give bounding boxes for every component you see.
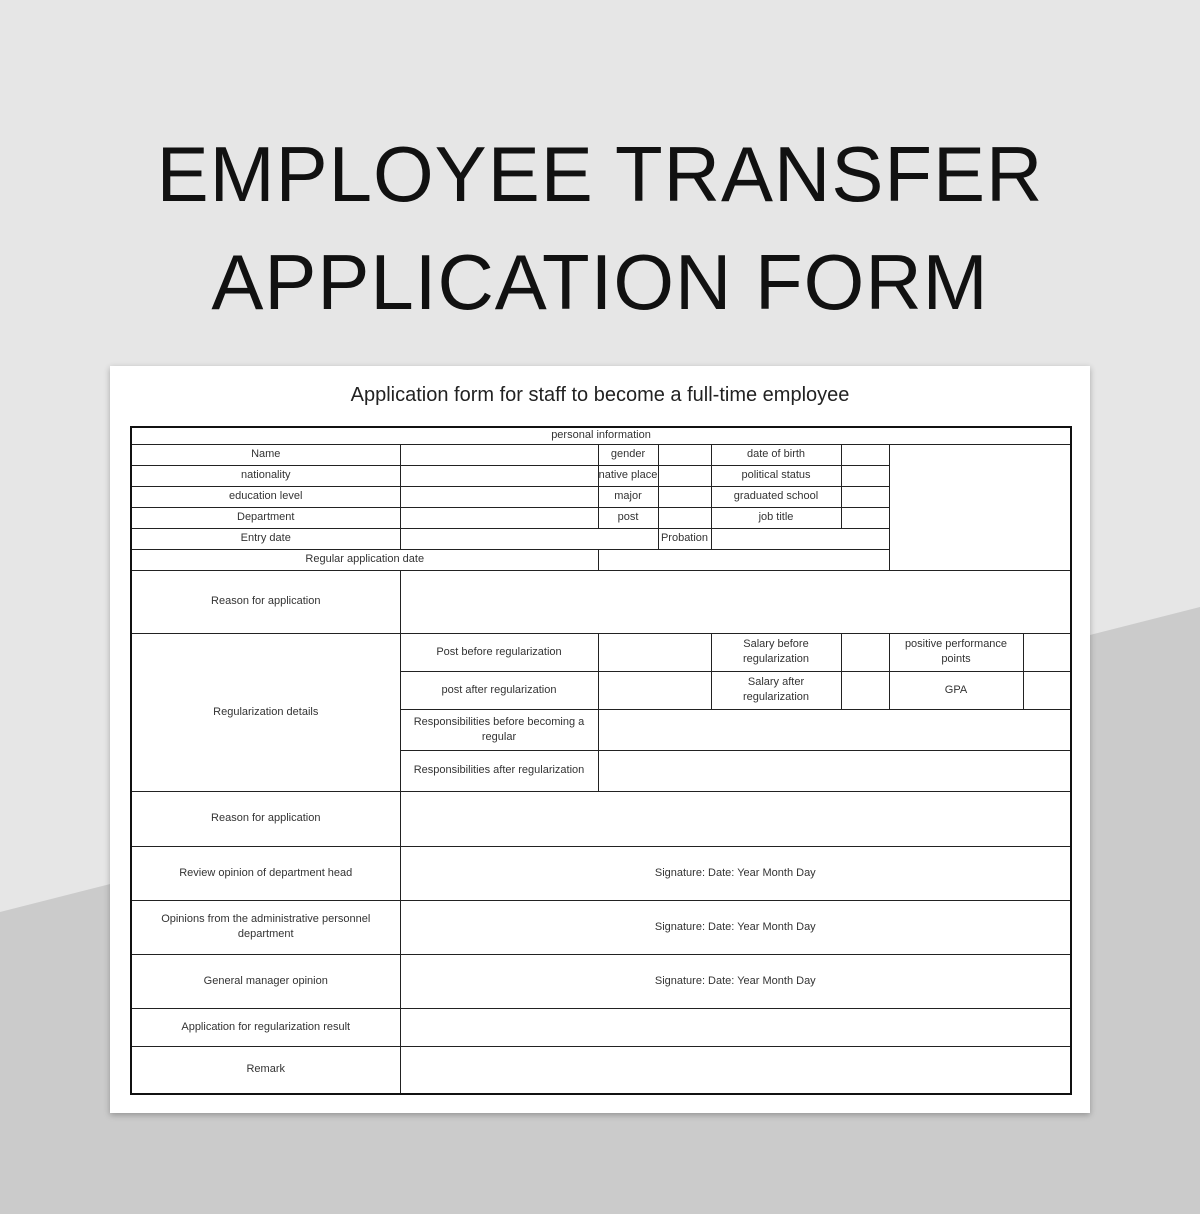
label-salary-before-regularization: Salary before regularization [711, 633, 841, 671]
page-title-line-1: EMPLOYEE TRANSFER [156, 130, 1044, 218]
field-gender[interactable] [658, 444, 711, 465]
field-salary-after-regularization[interactable] [841, 671, 889, 709]
field-responsibilities-after[interactable] [598, 750, 1071, 791]
photo-area[interactable] [889, 444, 1071, 570]
label-regularization-result: Application for regularization result [131, 1008, 400, 1046]
label-regularization-details: Regularization details [131, 633, 400, 791]
label-reason-for-application-2: Reason for application [131, 791, 400, 846]
field-reason-for-application-2[interactable] [400, 791, 1071, 846]
label-post-after-regularization: post after regularization [400, 671, 598, 709]
field-name[interactable] [400, 444, 598, 465]
label-salary-after-regularization: Salary after regularization [711, 671, 841, 709]
label-regular-application-date: Regular application date [131, 549, 598, 570]
label-major: major [598, 486, 658, 507]
form-title: Application form for staff to become a full-time employee [350, 384, 850, 406]
label-responsibilities-before: Responsibilities before becoming a regular [400, 709, 598, 750]
label-probation: Probation [658, 528, 711, 549]
field-post[interactable] [658, 507, 711, 528]
field-nationality[interactable] [400, 465, 598, 486]
page-title [0, 120, 1200, 336]
field-post-after-regularization[interactable] [598, 671, 711, 709]
label-post-before-regularization: Post before regularization [400, 633, 598, 671]
label-opinion-admin-personnel: Opinions from the administrative personnel department [131, 900, 400, 954]
signature-admin-personnel[interactable]: Signature: Date: Year Month Day [400, 900, 1071, 954]
label-graduated-school: graduated school [711, 486, 841, 507]
label-education-level: education level [131, 486, 400, 507]
label-general-manager-opinion: General manager opinion [131, 954, 400, 1008]
label-post: post [598, 507, 658, 528]
field-regularization-result[interactable] [400, 1008, 1071, 1046]
label-date-of-birth: date of birth [711, 444, 841, 465]
label-reason-for-application: Reason for application [131, 570, 400, 633]
field-major[interactable] [658, 486, 711, 507]
section-personal-information: personal information [131, 427, 1071, 444]
label-nationality: nationality [131, 465, 400, 486]
label-department: Department [131, 507, 400, 528]
field-entry-date[interactable] [400, 528, 658, 549]
field-gpa[interactable] [1023, 671, 1071, 709]
label-job-title: job title [711, 507, 841, 528]
field-education-level[interactable] [400, 486, 598, 507]
field-political-status[interactable] [841, 465, 889, 486]
field-positive-performance-points[interactable] [1023, 633, 1071, 671]
field-job-title[interactable] [841, 507, 889, 528]
field-date-of-birth[interactable] [841, 444, 889, 465]
label-political-status: political status [711, 465, 841, 486]
field-responsibilities-before[interactable] [598, 709, 1071, 750]
label-responsibilities-after: Responsibilities after regularization [400, 750, 598, 791]
label-gpa: GPA [889, 671, 1023, 709]
label-gender: gender [598, 444, 658, 465]
field-graduated-school[interactable] [841, 486, 889, 507]
field-salary-before-regularization[interactable] [841, 633, 889, 671]
application-form-table [130, 426, 1072, 1095]
signature-general-manager[interactable]: Signature: Date: Year Month Day [400, 954, 1071, 1008]
field-remark[interactable] [400, 1046, 1071, 1094]
label-native-place: native place [598, 465, 658, 486]
label-positive-performance-points: positive performance points [889, 633, 1023, 671]
field-native-place[interactable] [658, 465, 711, 486]
field-regular-application-date[interactable] [598, 549, 889, 570]
label-remark: Remark [131, 1046, 400, 1094]
field-post-before-regularization[interactable] [598, 633, 711, 671]
label-name: Name [131, 444, 400, 465]
field-reason-for-application[interactable] [400, 570, 1071, 633]
field-probation[interactable] [711, 528, 889, 549]
label-review-opinion-department-head: Review opinion of department head [131, 846, 400, 900]
page-title-line-2: APPLICATION FORM [211, 238, 989, 326]
field-department[interactable] [400, 507, 598, 528]
label-entry-date: Entry date [131, 528, 400, 549]
signature-department-head[interactable]: Signature: Date: Year Month Day [400, 846, 1071, 900]
